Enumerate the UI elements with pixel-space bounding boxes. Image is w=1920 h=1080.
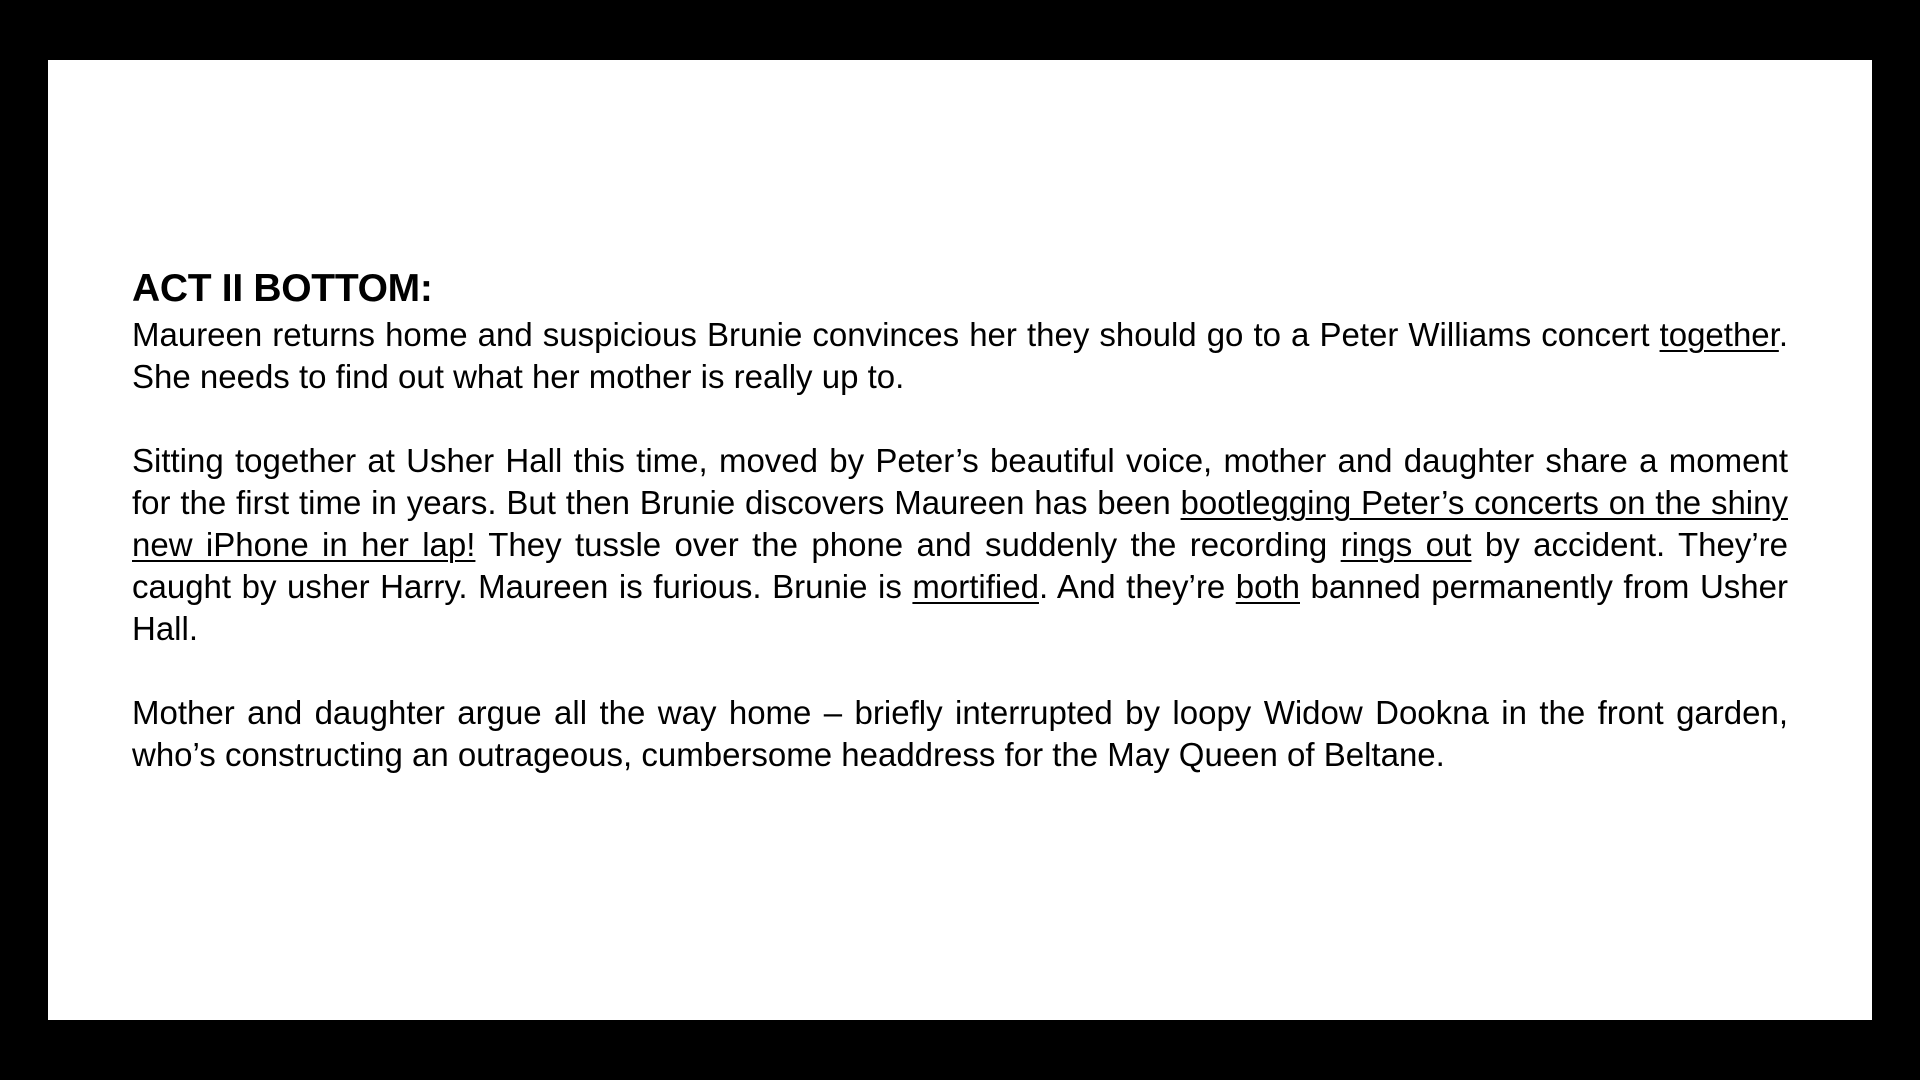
underlined-mortified: mortified — [912, 568, 1039, 605]
paragraph-2-text: . And they’re — [1038, 568, 1236, 605]
underlined-bootlegging: bootlegging Peter’s concerts on the shiny new iPhone in her lap! — [132, 484, 1788, 563]
slide — [48, 60, 1872, 1020]
paragraph-3-text: Mother and daughter argue all the way home – briefly interrupted by loopy Widow Dookna in the front garden, who’s constructing an outrageous, cumbersome headdress for the May Queen of Beltane. — [132, 694, 1788, 773]
paragraph-2-text: by accident. They’re caught by usher Harry. Maureen is furious. Brunie is — [132, 526, 1788, 605]
underlined-both: both — [1235, 568, 1300, 605]
paragraph-3 — [132, 692, 1788, 776]
paragraph-2-text: They tussle over the phone and suddenly the recording — [475, 526, 1341, 563]
paragraph-1-text: Maureen returns home and suspicious Brunie convinces her they should go to a Peter Williams concert — [132, 316, 1660, 353]
paragraph-2-text: Sitting together at Usher Hall this time, moved by Peter’s beautiful voice, mother and daughter share a moment for the first time in years. But then Brunie discovers Maureen has been — [132, 442, 1788, 521]
paragraph-2 — [132, 440, 1788, 650]
act-heading: ACT II BOTTOM: — [132, 267, 433, 310]
paragraph-1 — [132, 314, 1788, 398]
paragraph-2-text: banned permanently from Usher Hall. — [132, 568, 1788, 647]
underlined-together: together — [1659, 316, 1779, 353]
slide-content — [132, 266, 1788, 776]
underlined-rings-out: rings out — [1340, 526, 1472, 563]
paragraph-1-text: . She needs to find out what her mother is really up to. — [132, 316, 1788, 395]
